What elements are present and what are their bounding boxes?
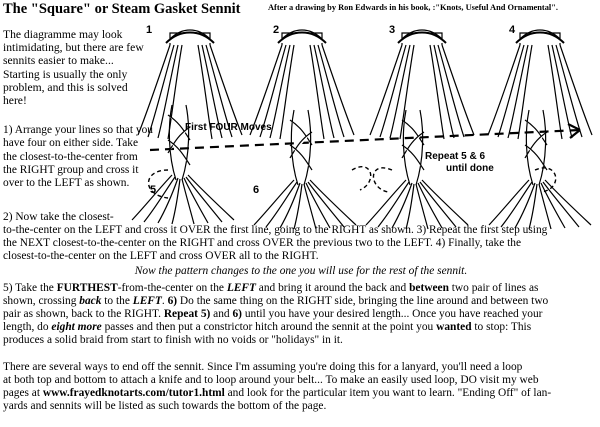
credit-line: After a drawing by Ron Edwards in his book, :"Knots, Useful And Ornamental".	[268, 3, 558, 12]
step-5-line-5: produces a solid braid from start to finish with no voids or "holidays" in it.	[3, 334, 343, 346]
pattern-change-note: Now the pattern changes to the one you will use for the rest of the sennit.	[134, 265, 468, 277]
repeat-label: Repeat 5 & 6	[425, 151, 486, 162]
step-1-body: Arrange your lines so that you have four on either side. Take the closest-to-the-center from the RIGHT group and cross it over to the LEFT as shown.	[3, 124, 153, 190]
closing-line-2: at both top and bottom to attach a knife and to loop around your belt... To make an easily used loop, DO visit my web	[3, 374, 539, 386]
tutorial-link[interactable]: www.frayedknotarts.com/tutor1.html	[42, 387, 225, 399]
until-label: until done	[446, 163, 494, 174]
diagram-number: 3	[389, 24, 396, 36]
step-1-lead: 1)	[3, 124, 15, 136]
step-5-line-4: length, do eight more passes and then put a constrictor hitch around the sennit at the point you wanted to stop: This	[3, 321, 532, 333]
step-2-line-1: 2) Now take the closest-	[3, 211, 114, 223]
diagram-number: 6	[253, 184, 260, 196]
closing-line-3: pages at www.frayedknotarts.com/tutor1.html and look for the particular item you want to learn. "Ending Off" of lan-	[3, 387, 552, 399]
closing-line-1: There are several ways to end off the sennit. Since I'm assuming you're doing this for a lanyard, you'll need a loop	[3, 361, 523, 373]
diagram-number: 2	[273, 24, 280, 36]
first-four-label: First FOUR Moves	[185, 122, 272, 133]
figure-4	[488, 30, 592, 139]
diagram-number: 4	[509, 24, 516, 36]
diagram-number: 5	[150, 184, 157, 196]
page-title: The "Square" or Steam Gasket Sennit	[3, 1, 241, 17]
step-2-line-2: to-the-center on the LEFT and cross it OVER the first line, going to the RIGHT as shown. 3) Repeat the first step using	[3, 224, 548, 236]
step-1-text	[3, 124, 153, 190]
step-2-line-3: the NEXT closest-to-the-center on the RIGHT and cross OVER the previous two to the LEFT. 4) Finally, take the	[3, 237, 522, 249]
first-four-arrow	[150, 130, 580, 150]
diagram-number: 1	[146, 24, 153, 36]
step-5-line-2: shown, crossing back to the LEFT. 6) Do the same thing on the RIGHT side, bringing the line around and between two	[3, 295, 549, 307]
intro-text: The diagramme may look intimidating, but there are few sennits easier to make... Starting is usually the only problem, and this is solved here!	[3, 28, 144, 108]
closing-line-4: yards and sennits will be listed as such towards the bottom of the page.	[3, 400, 327, 412]
sennit-diagram	[140, 20, 600, 220]
step-2-line-4: closest-to-the-center on the LEFT and cross OVER all to the RIGHT.	[3, 250, 319, 262]
step-5-line-3: pair as shown, back to the RIGHT. Repeat 5) and 6) until you have your desired length... Once you have reached your	[3, 308, 543, 320]
step-5-line-1: 5) Take the FURTHEST-from-the-center on the LEFT and bring it around the back and between two pair of lines as	[3, 282, 539, 294]
